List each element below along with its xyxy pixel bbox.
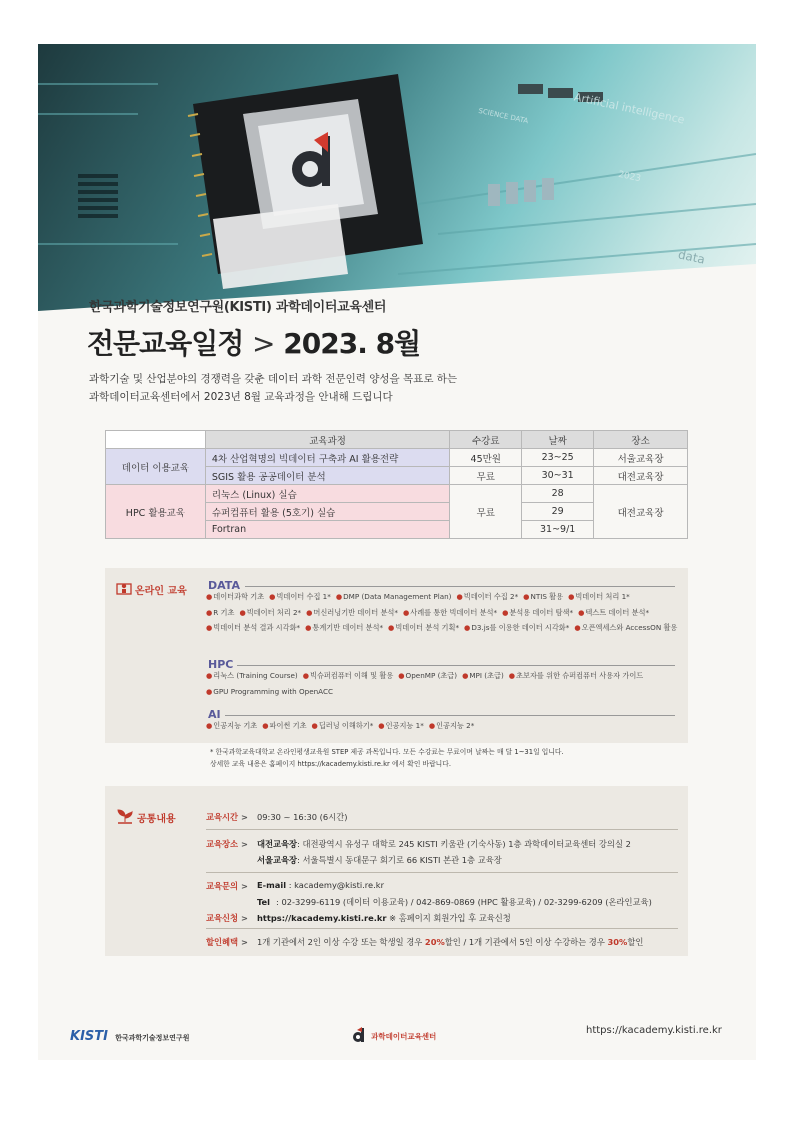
- row-divider: [206, 872, 678, 873]
- date-cell: 23~25: [522, 449, 594, 467]
- bullet-icon: ●: [269, 592, 276, 601]
- online-course-item: [523, 592, 563, 601]
- online-course-item: [206, 687, 333, 696]
- online-course-label: 오픈엑세스와 AccessON 활용: [581, 623, 678, 632]
- hero-word-year: 2023: [617, 169, 642, 185]
- bullet-icon: ●: [206, 671, 213, 680]
- org-line: 한국과학기술정보연구원(KISTI) 과학데이터교육센터: [89, 300, 387, 315]
- section-items-hpc: [206, 668, 648, 699]
- contact-email: E-mail : kacademy@kisti.re.kr: [257, 880, 384, 890]
- online-label: 온라인 교육: [135, 586, 187, 597]
- kisti-name: 한국과학기술정보연구원: [115, 1034, 190, 1042]
- date-cell: 31~9/1: [522, 521, 594, 539]
- table-header: 교육과정: [205, 431, 450, 449]
- course-cell: 4차 산업혁명의 빅데이터 구축과 AI 활용전략: [205, 449, 450, 467]
- online-course-label: DMP (Data Management Plan): [343, 592, 452, 601]
- bullet-icon: ●: [305, 623, 312, 632]
- online-course-label: 인공지능 2*: [436, 721, 475, 730]
- online-course-item: [403, 608, 497, 617]
- bullet-icon: ●: [398, 671, 405, 680]
- section-title-data: DATA: [208, 579, 240, 592]
- online-education-box: [105, 568, 688, 743]
- table-header-row: [106, 431, 688, 449]
- online-course-item: [206, 592, 264, 601]
- course-cell: 슈퍼컴퓨터 활용 (5호기) 실습: [205, 503, 450, 521]
- bullet-icon: ●: [502, 607, 509, 617]
- section-title-ai: AI: [208, 708, 221, 721]
- online-course-label: OpenMP (초급): [405, 671, 458, 680]
- time-value: 09:30 ~ 16:30 (6시간): [257, 812, 348, 822]
- online-course-label: GPU Programming with OpenACC: [213, 686, 334, 696]
- online-course-item: [568, 592, 630, 601]
- hero-word-ai: Artificial intelligence: [572, 90, 686, 127]
- fee-cell: 45만원: [450, 449, 522, 467]
- note-line: * 한국과학교육대학교 온라인평생교육원 STEP 제공 과목입니다. 모든 수강료는 무료이며 날짜는 매 달 1~31일 입니다.: [210, 748, 564, 756]
- note-line: 상세한 교육 내용은 홈페이지 https://kacademy.kisti.re.kr 에서 확인 바랍니다.: [210, 760, 451, 768]
- online-course-item: [206, 671, 298, 680]
- online-course-item: [464, 623, 569, 632]
- table-header: 수강료: [450, 431, 522, 449]
- bullet-icon: ●: [578, 607, 585, 617]
- course-cell: Fortran: [205, 521, 450, 539]
- course-line: [206, 589, 682, 605]
- section-divider: [245, 586, 675, 587]
- bullet-icon: ●: [206, 592, 213, 601]
- online-course-item: [269, 592, 331, 601]
- online-course-item: [509, 671, 643, 680]
- online-course-item: [462, 671, 504, 680]
- hero-banner: [38, 44, 756, 311]
- date-cell: 30~31: [522, 467, 594, 485]
- table-header: 날짜: [522, 431, 594, 449]
- kisti-logo: [70, 1025, 220, 1045]
- online-course-label: 분석용 데이터 탐색*: [509, 607, 574, 617]
- course-line: [206, 620, 682, 636]
- online-course-item: [305, 623, 383, 632]
- course-cell: 리눅스 (Linux) 실습: [205, 485, 450, 503]
- online-course-label: 딥러닝 이해하기*: [318, 721, 374, 730]
- center-logo-icon: [352, 1027, 366, 1043]
- place-seoul: 서울교육장: 서울특별시 동대문구 회기로 66 KISTI 본관 1층 교육장: [257, 855, 502, 865]
- bullet-icon: ●: [311, 721, 318, 730]
- sprout-icon: [116, 808, 134, 824]
- place-daejeon: 대전교육장: 대전광역시 유성구 대학로 245 KISTI 키움관 (기숙사동) 1층 과학데이터교육센터 강의실 2: [257, 839, 631, 849]
- title-arrow: >: [252, 327, 275, 360]
- hero-word-data: data: [676, 247, 707, 267]
- online-course-label: 인공지능 기초: [213, 721, 258, 730]
- online-course-item: [206, 623, 300, 632]
- online-course-label: 빅슈퍼컴퓨터 이해 및 활용: [310, 671, 394, 680]
- bullet-icon: ●: [456, 592, 463, 601]
- online-course-label: 빅데이터 분석 결과 시각화*: [213, 623, 301, 632]
- common-label: 공통내용: [137, 814, 176, 825]
- flyer-page: [38, 44, 756, 1060]
- chip-illustration: [38, 44, 756, 311]
- date-cell: 28: [522, 485, 594, 503]
- fee-cell: 무료: [450, 485, 522, 539]
- section-title-hpc: HPC: [208, 658, 234, 671]
- footer-url[interactable]: https://kacademy.kisti.re.kr: [586, 1025, 722, 1036]
- center-name: 과학데이터교육센터: [371, 1032, 437, 1041]
- online-course-item: [502, 608, 573, 617]
- online-course-item: [398, 671, 457, 680]
- category-hpc: HPC 활용교육: [106, 485, 206, 539]
- online-course-item: [574, 623, 677, 632]
- online-course-label: 통계기반 데이터 분석*: [312, 623, 384, 632]
- apply-link[interactable]: https://kacademy.kisti.re.kr: [257, 913, 387, 923]
- course-line: [206, 718, 479, 734]
- course-line: [206, 605, 682, 621]
- online-course-label: 빅데이터 수집 2*: [463, 592, 519, 601]
- online-course-item: [239, 608, 301, 617]
- course-cell: SGIS 활용 공공데이터 분석: [205, 467, 450, 485]
- section-divider: [225, 715, 675, 716]
- online-course-label: 빅데이터 처리 1*: [575, 592, 630, 601]
- footer: [38, 1019, 756, 1059]
- discount-label: 할인혜택 >: [206, 937, 248, 947]
- online-course-label: 빅데이터 수집 1*: [276, 592, 331, 601]
- online-icon: [116, 580, 132, 596]
- place-label: 교육장소 >: [206, 839, 248, 849]
- place-cell: 대전교육장: [594, 467, 688, 485]
- online-course-item: [262, 721, 306, 730]
- title-main: 전문교육일정: [87, 327, 244, 360]
- place-cell: 서울교육장: [594, 449, 688, 467]
- bullet-icon: ●: [462, 671, 469, 680]
- bullet-icon: ●: [206, 686, 213, 696]
- bullet-icon: ●: [574, 623, 581, 632]
- bullet-icon: ●: [262, 721, 269, 730]
- bullet-icon: ●: [335, 592, 343, 601]
- section-items-data: [206, 589, 682, 636]
- date-cell: 29: [522, 503, 594, 521]
- online-course-item: [306, 608, 398, 617]
- bullet-icon: ●: [464, 623, 471, 632]
- course-line: [206, 668, 648, 684]
- online-course-label: 텍스트 데이터 분석*: [585, 607, 650, 617]
- title-date: 2023. 8월: [283, 327, 421, 360]
- section-divider: [237, 665, 675, 666]
- online-course-label: 빅데이터 처리 2*: [246, 607, 302, 617]
- online-course-label: NTIS 활용: [530, 592, 564, 601]
- table-header: 장소: [594, 431, 688, 449]
- online-course-item: [336, 592, 452, 601]
- bullet-icon: ●: [206, 623, 213, 632]
- contact-label: 교육문의 >: [206, 881, 248, 891]
- bullet-icon: ●: [402, 607, 410, 617]
- online-course-item: [206, 721, 257, 730]
- intro-line: 과학데이터교육센터에서 2023년 8월 교육과정을 안내해 드립니다: [89, 391, 393, 403]
- online-course-item: [378, 721, 424, 730]
- online-course-label: MPI (초급): [469, 671, 504, 680]
- online-course-item: [578, 608, 649, 617]
- bullet-icon: ●: [239, 607, 246, 617]
- online-course-item: [456, 592, 518, 601]
- bullet-icon: ●: [523, 592, 530, 601]
- intro-text: [89, 370, 457, 406]
- time-label: 교육시간 >: [206, 812, 248, 822]
- online-course-item: [429, 721, 475, 730]
- kisti-logo-text: KISTI: [70, 1029, 108, 1044]
- contact-tel: Tel : 02-3299-6119 (데이터 이용교육) / 042-869-0869 (HPC 활용교육) / 02-3299-6209 (온라인교육): [257, 897, 652, 907]
- online-course-label: 데이터과학 기초: [213, 592, 265, 601]
- common-info-box: [105, 786, 688, 956]
- online-course-label: R 기초: [213, 607, 235, 617]
- table-header: [106, 431, 206, 449]
- bullet-icon: ●: [206, 721, 213, 730]
- online-course-item: [312, 721, 374, 730]
- bullet-icon: ●: [302, 671, 310, 680]
- page-title: [87, 322, 420, 362]
- center-logo: [352, 1024, 436, 1044]
- online-course-label: 빅데이터 분석 기획*: [395, 623, 460, 632]
- discount-value: 1개 기관에서 2인 이상 수강 또는 학생일 경우 20%할인 / 1개 기관에서 5인 이상 수강하는 경우 30%할인: [257, 937, 644, 947]
- online-course-label: 초보자를 위한 슈퍼컴퓨터 사용자 가이드: [516, 671, 644, 680]
- bullet-icon: ●: [428, 721, 436, 730]
- bullet-icon: ●: [206, 607, 213, 617]
- bullet-icon: ●: [568, 592, 575, 601]
- online-course-label: 리눅스 (Training Course): [213, 671, 298, 680]
- online-course-label: 파이썬 기초: [269, 721, 307, 730]
- bullet-icon: ●: [378, 721, 385, 730]
- table-row: [106, 449, 688, 467]
- row-divider: [206, 829, 678, 830]
- online-course-item: [206, 608, 234, 617]
- row-divider: [206, 928, 678, 929]
- bullet-icon: ●: [508, 671, 516, 680]
- table-row: [106, 485, 688, 503]
- course-line: [206, 684, 648, 700]
- online-course-item: [388, 623, 459, 632]
- online-course-label: D3.js를 이용한 데이터 시각화*: [471, 623, 570, 632]
- online-notes: [210, 746, 564, 770]
- online-course-item: [303, 671, 394, 680]
- apply-value: https://kacademy.kisti.re.kr ※ 홈페이지 회원가입 후 교육신청: [257, 913, 511, 923]
- hero-word-science: SCIENCE DATA: [477, 106, 529, 126]
- category-data: 데이터 이용교육: [106, 449, 206, 485]
- online-course-label: 머신러닝기반 데이터 분석*: [313, 607, 398, 617]
- place-cell: 대전교육장: [594, 485, 688, 539]
- fee-cell: 무료: [450, 467, 522, 485]
- section-items-ai: [206, 718, 479, 734]
- bullet-icon: ●: [388, 623, 395, 632]
- online-course-label: 인공지능 1*: [385, 721, 424, 730]
- intro-line: 과학기술 및 산업분야의 경쟁력을 갖춘 데이터 과학 전문인력 양성을 목표로 하는: [89, 373, 458, 385]
- online-course-label: 사례를 통한 빅데이터 분석*: [410, 607, 498, 617]
- apply-label: 교육신청 >: [206, 913, 248, 923]
- bullet-icon: ●: [306, 607, 313, 617]
- schedule-table: [105, 430, 688, 539]
